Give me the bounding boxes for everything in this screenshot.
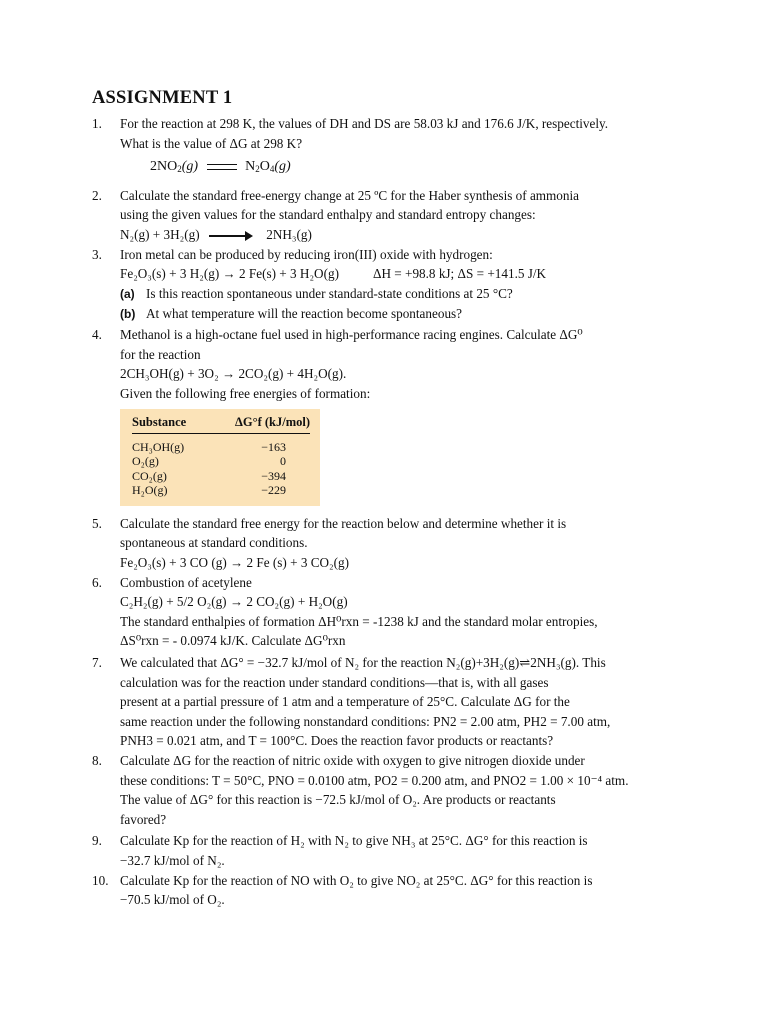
question-number: 10. — [92, 872, 109, 888]
question-text: The standard enthalpies of formation ΔH⁰rxn = -1238 kJ and the standard molar entropies, — [120, 613, 598, 629]
question-text: these conditions: T = 50°C, PNO = 0.0100 atm, PO2 = 0.200 atm, and PNO2 = 1.00 × 10⁻⁴ atm. — [120, 772, 629, 788]
table-row: O₂(g) 0 — [132, 454, 286, 469]
question-text: −70.5 kJ/mol of O₂. — [120, 892, 225, 908]
question-text: Calculate Kp for the reaction of NO with O₂ to give NO₂ at 25°C. ΔG° for this reaction is — [120, 872, 593, 888]
question-1 — [92, 114, 676, 180]
question-10 — [92, 871, 676, 910]
question-number: 5. — [92, 515, 102, 531]
table-row: CH₃OH(g) −163 — [132, 439, 286, 454]
question-text: ΔS⁰rxn = - 0.0974 kJ/K. Calculate ΔG⁰rxn — [120, 633, 346, 649]
question-text: We calculated that ΔG° = −32.7 kJ/mol of N₂ for the reaction N₂(g)+3H₂(g)⇌2NH₃(g). This — [120, 654, 606, 670]
question-text: The value of ΔG° for this reaction is −72.5 kJ/mol of O₂. Are products or reactants — [120, 792, 556, 808]
question-7 — [92, 653, 676, 751]
question-5 — [92, 514, 676, 573]
question-text: Iron metal can be produced by reducing iron(III) oxide with hydrogen: — [120, 246, 493, 262]
question-9 — [92, 831, 676, 870]
question-number: 3. — [92, 246, 102, 262]
table-header: Substance ΔG°f (kJ/mol) — [132, 415, 310, 434]
question-2 — [92, 186, 676, 245]
question-text: present at a partial pressure of 1 atm and a temperature of 25°C. Calculate ΔG for the — [120, 694, 570, 710]
question-6 — [92, 573, 676, 651]
question-text: Calculate the standard free-energy change at 25 ºC for the Haber synthesis of ammonia — [120, 187, 580, 203]
question-text: PNH3 = 0.021 atm, and T = 100°C. Does the reaction favor products or reactants? — [120, 733, 554, 749]
question-8 — [92, 751, 676, 829]
question-text: same reaction under the following nonstandard conditions: PN2 = 2.00 atm, PH2 = 7.00 atm, — [120, 713, 611, 729]
question-number: 1. — [92, 116, 102, 131]
question-text: calculation was for the reaction under standard conditions—that is, with all gases — [120, 674, 549, 690]
assignment-page — [92, 86, 676, 910]
question-4 — [92, 325, 676, 506]
reaction-equation: Fe₂O₃(s) + 3 H₂(g) → 2 Fe(s) + 3 H₂O(g) ΔH = +98.8 kJ; ΔS = +141.5 J/K — [120, 266, 547, 282]
question-text: spontaneous at standard conditions. — [120, 535, 308, 551]
question-text: Methanol is a high-octane fuel used in high-performance racing engines. Calculate ΔG⁰ — [120, 326, 583, 342]
question-text: Calculate Kp for the reaction of H₂ with N₂ to give NH₃ at 25°C. ΔG° for this reaction is — [120, 833, 588, 849]
reaction-arrow-icon — [209, 235, 251, 237]
reaction-equation: N₂(g) + 3H₂(g) 2NH₃(g) — [120, 226, 312, 242]
page-title: ASSIGNMENT 1 — [92, 88, 233, 108]
question-number: 7. — [92, 654, 102, 670]
reaction-equation: C₂H₂(g) + 5/2 O₂(g) → 2 CO₂(g) + H₂O(g) — [120, 594, 348, 610]
question-text: Combustion of acetylene — [120, 574, 252, 590]
question-text: For the reaction at 298 K, the values of DH and DS are 58.03 kJ and 176.6 J/K, respectively. — [120, 116, 609, 131]
equilibrium-arrow-icon — [207, 163, 237, 171]
table-row: CO₂(g) −394 — [132, 468, 286, 483]
table-row: H₂O(g) −229 — [132, 483, 286, 498]
question-text: for the reaction — [120, 346, 201, 362]
question-text: −32.7 kJ/mol of N₂. — [120, 852, 225, 868]
question-number: 6. — [92, 574, 102, 590]
question-text: Calculate the standard free energy for the reaction below and determine whether it is — [120, 515, 567, 531]
question-number: 2. — [92, 187, 102, 203]
reaction-equation: Fe₂O₃(s) + 3 CO (g) → 2 Fe (s) + 3 CO₂(g) — [120, 555, 350, 570]
question-text: using the given values for the standard enthalpy and standard entropy changes: — [120, 207, 536, 223]
free-energy-table — [120, 409, 320, 506]
reaction-equation: 2CH₃OH(g) + 3O₂ → 2CO₂(g) + 4H₂O(g). — [120, 366, 347, 382]
question-number: 4. — [92, 326, 102, 342]
reaction-equation: $2NO_2(g)$ $N_2O_4(g)$ — [150, 159, 291, 175]
question-text: Given the following free energies of formation: — [120, 385, 371, 401]
question-text: Calculate ΔG for the reaction of nitric oxide with oxygen to give nitrogen dioxide under — [120, 752, 585, 768]
question-number: 8. — [92, 752, 102, 768]
question-3 — [92, 245, 676, 325]
sub-question-a: (a) Is this reaction spontaneous under standard-state conditions at 25 °C? — [120, 285, 513, 301]
sub-question-b: (b) At what temperature will the reaction become spontaneous? — [120, 306, 463, 322]
question-text: What is the value of ΔG at 298 K? — [120, 135, 303, 151]
question-text: favored? — [120, 811, 167, 827]
question-number: 9. — [92, 833, 102, 849]
